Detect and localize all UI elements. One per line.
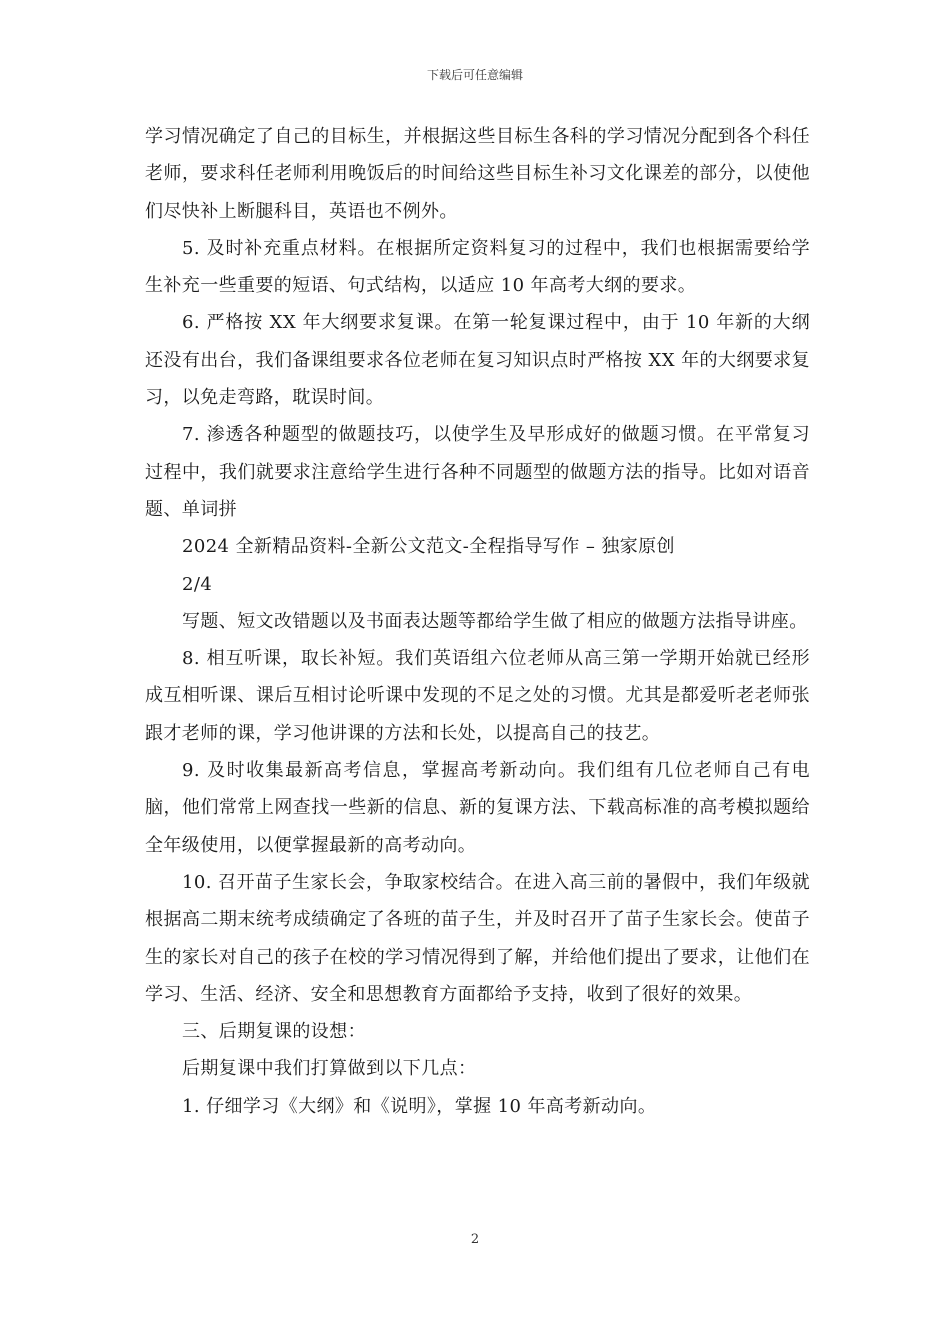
paragraph-item-5: 5. 及时补充重点材料。在根据所定资料复习的过程中，我们也根据需要给学生补充一些重要的短语、句式结构，以适应 10 年高考大纲的要求。 (145, 237, 810, 297)
document-body (145, 118, 810, 1125)
section-heading-3: 三、后期复课的设想： (182, 1021, 366, 1043)
paragraph-item-8: 8. 相互听课，取长补短。我们英语组六位老师从高三第一学期开始就已经形成互相听课、课后互相讨论听课中发现的不足之处的习惯。尤其是都爱听老老师张跟才老师的课，学习他讲课的方法和长处，以提高自己的技艺。 (145, 648, 810, 744)
page-number: 2 (470, 1232, 480, 1247)
source-footer-line: 2024 全新精品资料-全新公文范文-全程指导写作 – 独家原创 (182, 536, 675, 558)
page-header: 下载后可任意编辑 (426, 68, 523, 82)
paragraph-plan-item-1: 1. 仔细学习《大纲》和《说明》，掌握 10 年高考新动向。 (182, 1095, 657, 1117)
paragraph-continuation: 学习情况确定了自己的目标生，并根据这些目标生各科的学习情况分配到各个科任老师，要求科任老师利用晚饭后的时间给这些目标生补习文化课差的部分，以使他们尽快补上断腿科目，英语也不例外。 (145, 126, 810, 222)
paragraph-item-9: 9. 及时收集最新高考信息，掌握高考新动向。我们组有几位老师自己有电脑，他们常常上网查找一些新的信息、新的复课方法、下载高标准的高考模拟题给全年级使用，以便掌握最新的高考动向。 (145, 760, 810, 856)
paragraph-item-6: 6. 严格按 XX 年大纲要求复课。在第一轮复课过程中，由于 10 年新的大纲还没有出台，我们备课组要求各位老师在复习知识点时严格按 XX 年的大纲要求复习，以免走弯路，耽误时间。 (145, 312, 810, 409)
paragraph-item-7-continued: 写题、短文改错题以及书面表达题等都给学生做了相应的做题方法指导讲座。 (182, 610, 808, 632)
paragraph-item-10: 10. 召开苗子生家长会，争取家校结合。在进入高三前的暑假中，我们年级就根据高二期末统考成绩确定了各班的苗子生，并及时召开了苗子生家长会。使苗子生的家长对自己的孩子在校的学习情况得到了解，并给他们提出了要求，让他们在学习、生活、经济、安全和思想教育方面都给予支持，收到了很好的效果。 (145, 871, 810, 1005)
paragraph-item-7: 7. 渗透各种题型的做题技巧，以使学生及早形成好的做题习惯。在平常复习过程中，我们就要求注意给学生进行各种不同题型的做题方法的指导。比如对语音题、单词拼 (145, 424, 810, 520)
source-page-marker: 2/4 (182, 573, 213, 595)
paragraph-plan-intro: 后期复课中我们打算做到以下几点： (182, 1058, 477, 1080)
